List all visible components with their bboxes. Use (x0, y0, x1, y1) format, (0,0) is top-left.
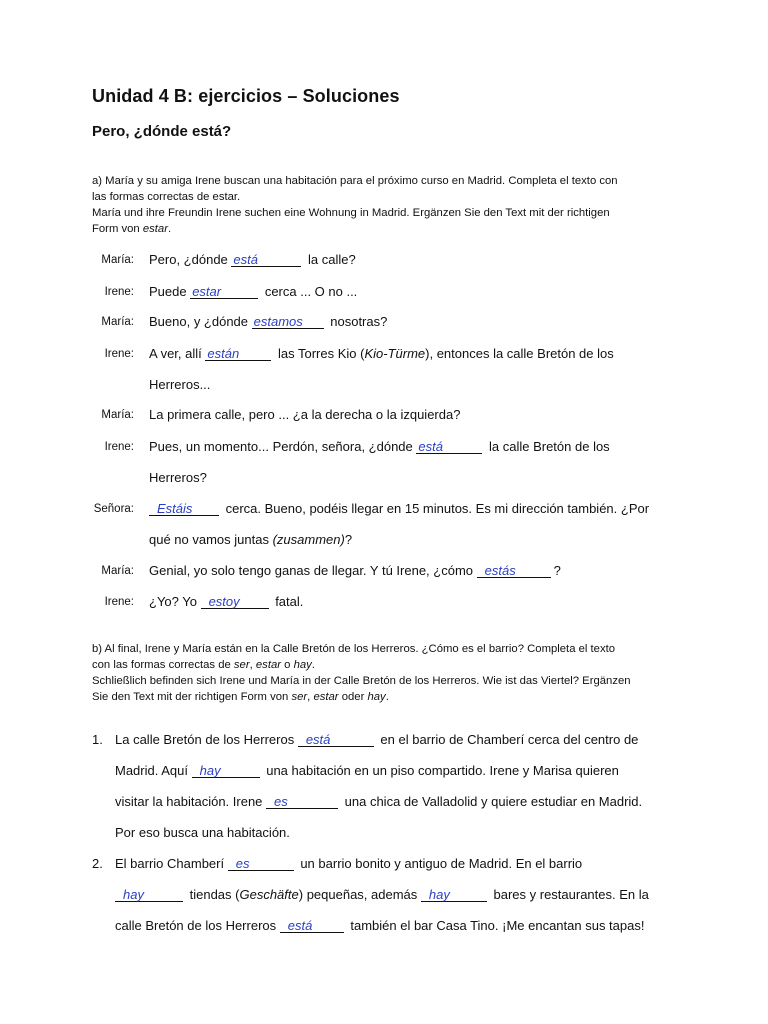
text: El barrio Chamberí (115, 856, 228, 871)
text-italic: Geschäfte (239, 887, 299, 902)
speaker-label: Señora: (93, 503, 134, 515)
answer-blank: estar (190, 285, 258, 299)
answer-blank: está (280, 919, 344, 933)
answer-blank: estás (477, 564, 551, 578)
text: Sie den Text mit der richtigen Form von (92, 691, 292, 703)
text: calle Bretón de los Herreros (115, 918, 280, 933)
item-number: 2. (92, 856, 103, 871)
text: ), entonces la calle Bretón de los (425, 346, 614, 361)
answer-blank: estamos (252, 315, 324, 329)
instructions-b (92, 641, 692, 705)
text: una chica de Valladolid y quiere estudiar en Madrid. (341, 794, 643, 809)
text: también el bar Casa Tino. ¡Me encantan sus tapas! (346, 918, 645, 933)
text: las Torres Kio ( (274, 346, 365, 361)
answer-blank: hay (115, 888, 183, 902)
dialogue-line (149, 501, 649, 516)
dialogue-line (149, 252, 356, 267)
text-italic: hay (293, 659, 312, 671)
instr-es-line-2: las formas correctas de estar. (92, 191, 241, 203)
text-italic: ser (291, 691, 308, 703)
speaker-label: María: (101, 254, 134, 266)
speaker-label: Irene: (104, 348, 134, 360)
answer-blank: está (298, 733, 374, 747)
text: Pero, ¿dónde (149, 252, 232, 267)
text: un barrio bonito y antiguo de Madrid. En el barrio (296, 856, 583, 871)
text: en el barrio de Chamberí cerca del centro de (376, 732, 639, 747)
answer-blank: Estáis (149, 502, 219, 516)
answer-blank: hay (421, 888, 487, 902)
answer-blank: está (416, 440, 482, 454)
text: . (385, 691, 389, 703)
text: qué no vamos juntas (149, 532, 273, 547)
text-italic: Kio-Türme (364, 346, 426, 361)
dialogue-line-cont: Herreros? (149, 470, 207, 485)
text-italic: ser (233, 659, 250, 671)
text: ) pequeñas, además (298, 887, 421, 902)
text: oder (338, 691, 368, 703)
text: , (307, 691, 314, 703)
dialogue-line (149, 314, 387, 329)
text: visitar la habitación. Irene (115, 794, 267, 809)
speaker-label: Irene: (104, 441, 134, 453)
text: , (249, 659, 256, 671)
speaker-label: María: (101, 409, 134, 421)
text: nosotras? (326, 314, 388, 329)
exercise-line (115, 856, 582, 871)
text: una habitación en un piso compartido. Irene y Marisa quieren (262, 763, 619, 778)
exercise-line (115, 732, 638, 747)
instr-de-line-2 (92, 221, 692, 237)
instr-de-line-2 (92, 689, 692, 705)
text: cerca ... O no ... (261, 284, 358, 299)
speaker-label: María: (101, 565, 134, 577)
dialogue-line (149, 284, 357, 299)
answer-blank: está (231, 253, 301, 267)
dialogue-line: La primera calle, pero ... ¿a la derecha o la izquierda? (149, 407, 461, 422)
dialogue-line (149, 594, 303, 609)
exercise-line (115, 763, 619, 778)
exercise-line (115, 918, 644, 933)
text: cerca. Bueno, podéis llegar en 15 minutos. Es mi dirección también. ¿Por (222, 501, 650, 516)
instr-de-line-1: Schließlich befinden sich Irene und María in der Calle Bretón de los Herreros. Wie ist das Viertel? Ergänzen (92, 675, 631, 687)
text-italic: (zusammen) (272, 532, 345, 547)
text: tiendas ( (186, 887, 240, 902)
answer-blank: es (266, 795, 338, 809)
text: con las formas correctas de (92, 659, 234, 671)
item-number: 1. (92, 732, 103, 747)
text: ? (553, 563, 561, 578)
instr-es-line-1: a) María y su amiga Irene buscan una habitación para el próximo curso en Madrid. Completa el texto con (92, 175, 618, 187)
text: . (167, 223, 172, 235)
dialogue-line (149, 563, 561, 578)
page-title: Unidad 4 B: ejercicios – Soluciones (92, 86, 400, 106)
answer-blank: están (205, 347, 271, 361)
text-italic: hay (367, 691, 386, 703)
text: Pues, un momento... Perdón, señora, ¿dónde (149, 439, 417, 454)
text: fatal. (271, 594, 304, 609)
exercise-line (115, 887, 649, 902)
text: . (311, 659, 315, 671)
text: o (281, 659, 294, 671)
section-subtitle: Pero, ¿dónde está? (92, 123, 232, 140)
speaker-label: Irene: (104, 596, 134, 608)
text-italic: estar (313, 691, 339, 703)
text: Bueno, y ¿dónde (149, 314, 252, 329)
text: ¿Yo? Yo (149, 594, 201, 609)
answer-blank: estoy (201, 595, 269, 609)
text: Puede (149, 284, 191, 299)
dialogue-line-cont (149, 532, 352, 547)
instr-es-line-1: b) Al final, Irene y María están en la Calle Bretón de los Herreros. ¿Cómo es el barrio? Completa el texto (92, 643, 616, 655)
text-italic: estar (255, 659, 282, 671)
speaker-label: Irene: (104, 286, 134, 298)
text: ? (344, 532, 353, 547)
text: la calle Bretón de los (485, 439, 610, 454)
answer-blank: es (228, 857, 294, 871)
text-italic: estar (142, 223, 168, 235)
text: Madrid. Aquí (115, 763, 192, 778)
instructions-a (92, 173, 692, 237)
text: la calle? (304, 252, 356, 267)
dialogue-line (149, 439, 610, 454)
text: bares y restaurantes. En la (489, 887, 649, 902)
text: A ver, allí (149, 346, 206, 361)
dialogue-line-cont: Herreros... (149, 377, 211, 392)
answer-blank: hay (192, 764, 260, 778)
instr-es-line-2 (92, 657, 692, 673)
text: Form von (92, 223, 143, 235)
text: La calle Bretón de los Herreros (115, 732, 298, 747)
dialogue-line (149, 346, 614, 361)
text: Genial, yo solo tengo ganas de llegar. Y tú Irene, ¿cómo (149, 563, 477, 578)
instr-de-line-1: María und ihre Freundin Irene suchen eine Wohnung in Madrid. Ergänzen Sie den Text mit der richtigen (92, 207, 610, 219)
speaker-label: María: (101, 316, 134, 328)
exercise-line (115, 794, 642, 809)
exercise-line: Por eso busca una habitación. (115, 825, 290, 840)
